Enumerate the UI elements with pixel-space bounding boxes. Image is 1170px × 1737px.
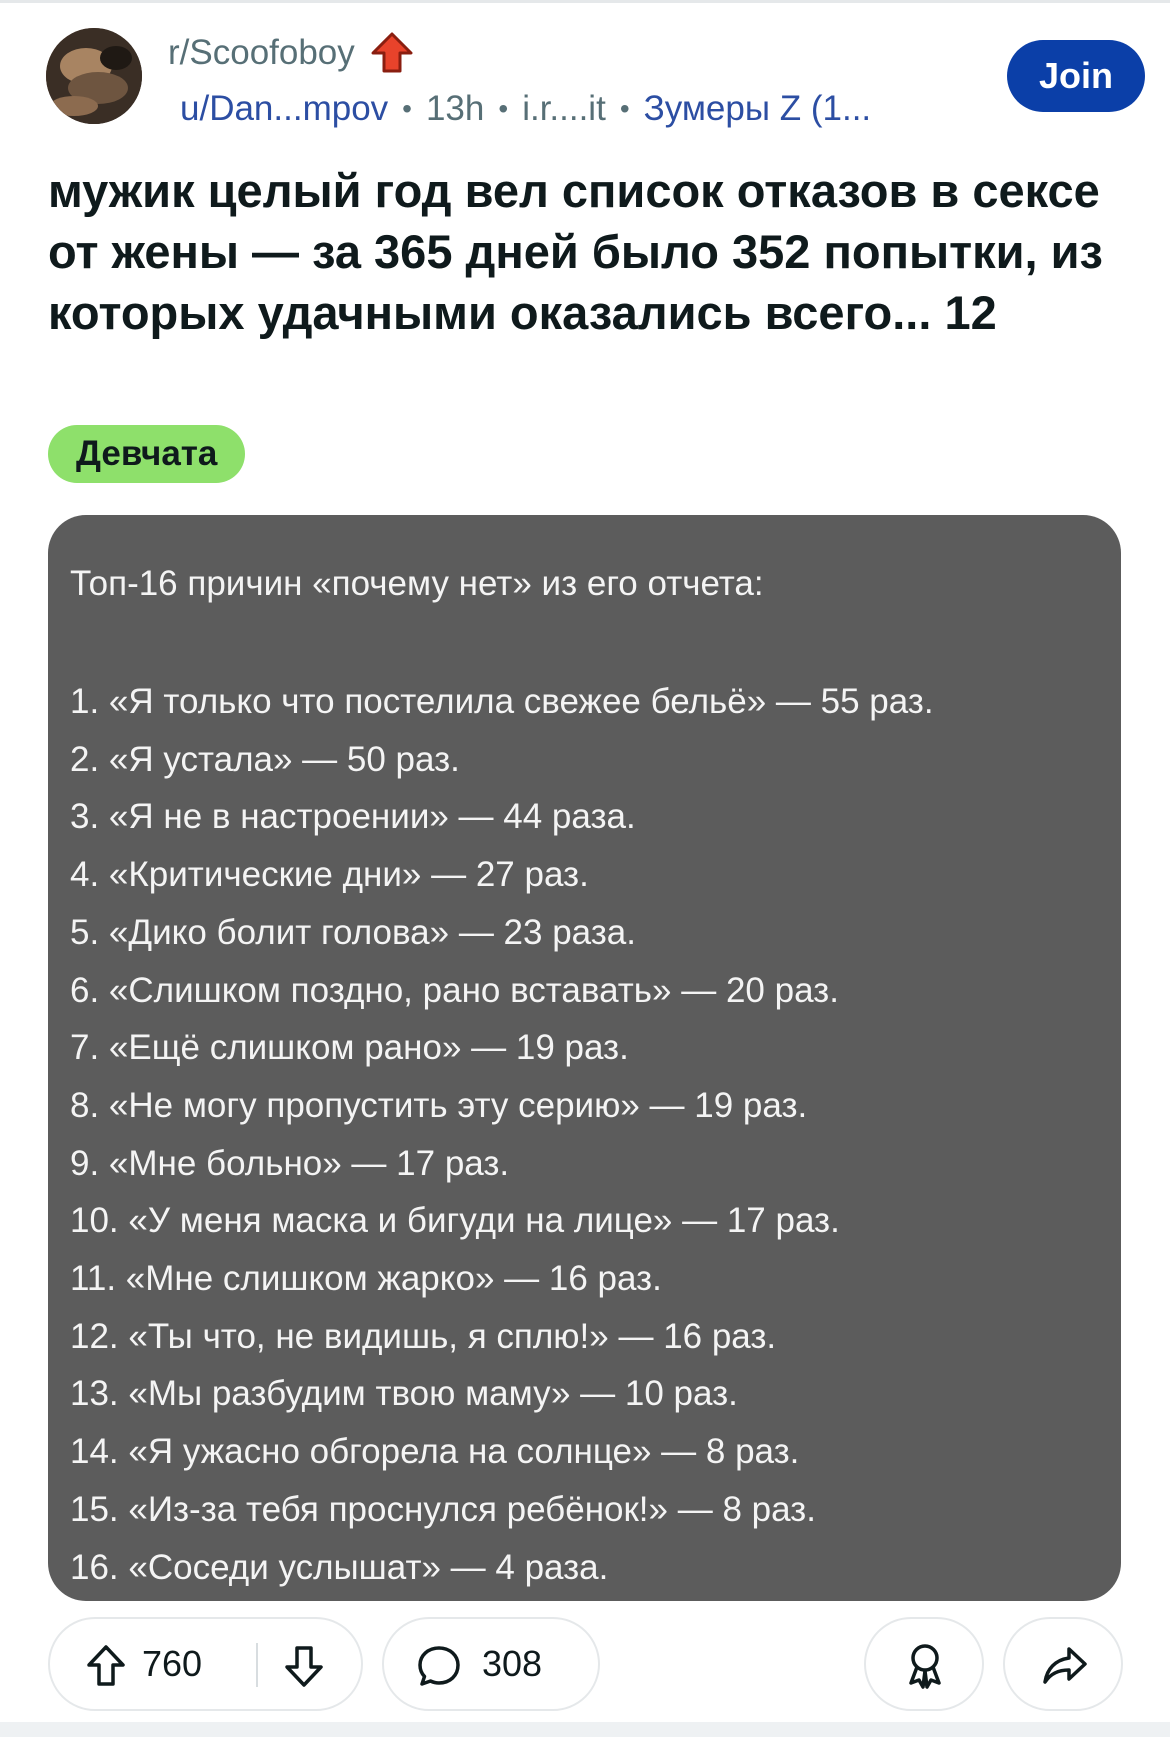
list-item: 7. «Ещё слишком рано» — 19 раз.	[70, 1028, 629, 1068]
feed-separator	[0, 1722, 1170, 1737]
comments-button[interactable]	[382, 1617, 600, 1711]
list-item: 16. «Соседи услышат» — 4 раза.	[70, 1547, 609, 1587]
list-item: 9. «Мне больно» — 17 раз.	[70, 1143, 510, 1183]
author-username[interactable]: u/Dan...mpov	[180, 89, 389, 128]
post-age: 13h	[425, 89, 485, 128]
meta-separator: •	[402, 93, 412, 124]
comment-bubble-icon	[416, 1644, 462, 1688]
user-flair[interactable]: Зумеры Z (1...	[643, 89, 872, 128]
list-item: 6. «Слишком поздно, рано вставать» — 20 раз.	[70, 970, 839, 1010]
list-item: 8. «Не могу пропустить эту серию» — 19 раз.	[70, 1085, 808, 1125]
post-meta	[180, 88, 871, 130]
subreddit-name[interactable]: r/Scoofoboy	[168, 33, 355, 72]
subreddit-avatar[interactable]	[46, 28, 142, 124]
top-border	[0, 0, 1170, 3]
award-button[interactable]	[864, 1617, 984, 1711]
list-item: 14. «Я ужасно обгорела на солнце» — 8 раз.	[70, 1432, 800, 1472]
list-item: 2. «Я устала» — 50 раз.	[70, 739, 460, 779]
avatar-image	[46, 28, 142, 124]
list-item: 13. «Мы разбудим твою маму» — 10 раз.	[70, 1374, 738, 1414]
post-action-bar	[0, 1617, 1170, 1713]
join-button[interactable]: Join	[1007, 40, 1145, 112]
list-item: 5. «Дико болит голова» — 23 раза.	[70, 912, 636, 952]
vote-control	[48, 1617, 363, 1711]
list-item: 1. «Я только что постелила свежее бельё» — 55 раз.	[70, 682, 934, 721]
red-upvote-badge-icon	[369, 31, 415, 75]
reasons-list	[70, 673, 934, 1596]
share-icon	[1041, 1645, 1089, 1687]
list-item: 11. «Мне слишком жарко» — 16 раз.	[70, 1259, 662, 1299]
award-icon	[903, 1641, 947, 1691]
meta-separator: •	[619, 93, 630, 124]
card-header: Топ-16 причин «почему нет» из его отчета:	[70, 564, 764, 603]
share-button[interactable]	[1003, 1617, 1123, 1711]
post-title[interactable]: мужик целый год вел список отказов в сексе от жены — за 365 дней было 352 попытки, из которых удачными оказались всего... 12	[48, 164, 1103, 339]
vote-divider	[256, 1643, 258, 1687]
list-item: 15. «Из-за тебя проснулся ребёнок!» — 8 раз.	[70, 1489, 816, 1529]
upvote-arrow-icon[interactable]	[84, 1643, 128, 1689]
upvote-count: 760	[142, 1643, 203, 1684]
list-item: 3. «Я не в настроении» — 44 раза.	[70, 797, 636, 837]
meta-separator: •	[498, 93, 509, 124]
post-flair-tag[interactable]: Девчата	[48, 425, 245, 483]
downvote-arrow-icon[interactable]	[282, 1643, 326, 1689]
list-item: 10. «У меня маска и бигуди на лице» — 17 раз.	[70, 1201, 840, 1241]
subreddit-row	[168, 32, 415, 74]
list-item: 12. «Ты что, не видишь, я сплю!» — 16 раз.	[70, 1316, 777, 1356]
list-item: 4. «Критические дни» — 27 раз.	[70, 855, 589, 895]
post-image-card[interactable]	[48, 515, 1121, 1601]
link-domain[interactable]: i.r....it	[522, 89, 606, 128]
comment-count: 308	[482, 1643, 543, 1684]
